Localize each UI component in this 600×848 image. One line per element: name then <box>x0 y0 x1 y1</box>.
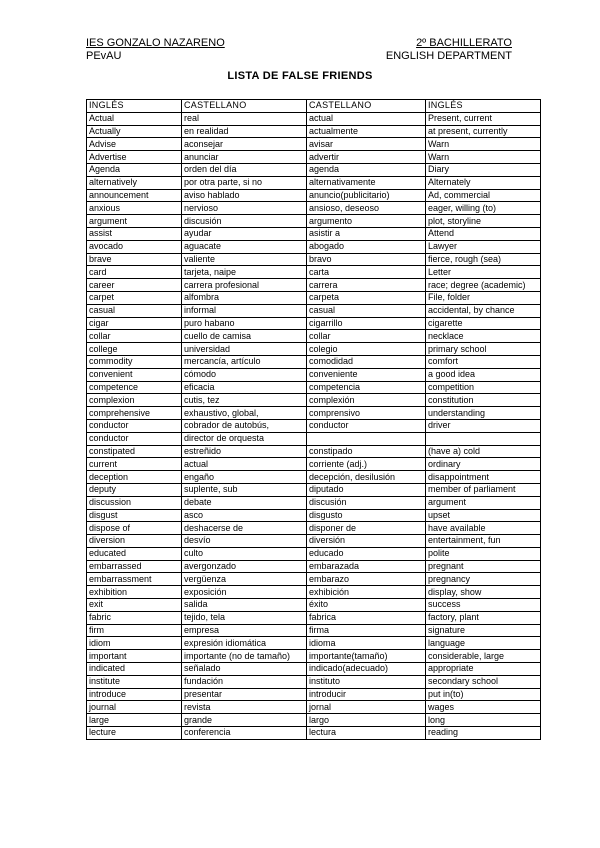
english-word-cell: diversion <box>87 535 182 548</box>
spanish-false-friend-cell: avisar <box>307 138 426 151</box>
english-word-cell: exit <box>87 599 182 612</box>
spanish-false-friend-cell: abogado <box>307 240 426 253</box>
english-equivalent-cell: eager, willing (to) <box>426 202 541 215</box>
english-word-cell: large <box>87 714 182 727</box>
spanish-meaning-cell: presentar <box>182 688 307 701</box>
spanish-meaning-cell: señalado <box>182 663 307 676</box>
english-equivalent-cell: a good idea <box>426 368 541 381</box>
english-equivalent-cell: Lawyer <box>426 240 541 253</box>
spanish-false-friend-cell: anuncio(publicitario) <box>307 189 426 202</box>
table-row <box>87 215 541 228</box>
english-word-cell: constipated <box>87 445 182 458</box>
table-row <box>87 227 541 240</box>
spanish-meaning-cell: empresa <box>182 624 307 637</box>
spanish-meaning-cell: aviso hablado <box>182 189 307 202</box>
table-row <box>87 291 541 304</box>
spanish-meaning-cell: conferencia <box>182 727 307 740</box>
spanish-meaning-cell: en realidad <box>182 125 307 138</box>
spanish-meaning-cell: revista <box>182 701 307 714</box>
spanish-false-friend-cell: alternativamente <box>307 176 426 189</box>
english-equivalent-cell: cigarette <box>426 317 541 330</box>
department-name: ENGLISH DEPARTMENT <box>385 50 512 62</box>
english-equivalent-cell: pregnancy <box>426 573 541 586</box>
english-word-cell: Agenda <box>87 163 182 176</box>
english-word-cell: argument <box>87 215 182 228</box>
table-row <box>87 407 541 420</box>
table-row <box>87 663 541 676</box>
english-word-cell: discussion <box>87 496 182 509</box>
english-equivalent-cell: accidental, by chance <box>426 304 541 317</box>
english-word-cell: idiom <box>87 637 182 650</box>
spanish-meaning-cell: por otra parte, si no <box>182 176 307 189</box>
spanish-false-friend-cell: bravo <box>307 253 426 266</box>
english-word-cell: deception <box>87 471 182 484</box>
english-word-cell: commodity <box>87 355 182 368</box>
english-equivalent-cell: primary school <box>426 343 541 356</box>
table-row <box>87 355 541 368</box>
spanish-false-friend-cell: carrera <box>307 279 426 292</box>
english-word-cell: anxious <box>87 202 182 215</box>
english-equivalent-cell: driver <box>426 419 541 432</box>
column-header: INGLÉS <box>87 100 182 113</box>
table-row <box>87 471 541 484</box>
spanish-false-friend-cell: conveniente <box>307 368 426 381</box>
spanish-meaning-cell: expresión idiomática <box>182 637 307 650</box>
table-row <box>87 138 541 151</box>
spanish-meaning-cell: puro habano <box>182 317 307 330</box>
english-word-cell: comprehensive <box>87 407 182 420</box>
spanish-meaning-cell: suplente, sub <box>182 483 307 496</box>
english-word-cell: career <box>87 279 182 292</box>
spanish-meaning-cell: aguacate <box>182 240 307 253</box>
english-word-cell: Actual <box>87 112 182 125</box>
spanish-meaning-cell: director de orquesta <box>182 432 307 445</box>
english-equivalent-cell: Alternately <box>426 176 541 189</box>
english-word-cell: institute <box>87 675 182 688</box>
english-equivalent-cell: Warn <box>426 138 541 151</box>
english-equivalent-cell: considerable, large <box>426 650 541 663</box>
course-name: 2º BACHILLERATO <box>416 37 512 49</box>
english-equivalent-cell: plot, storyline <box>426 215 541 228</box>
spanish-false-friend-cell: conductor <box>307 419 426 432</box>
table-row <box>87 675 541 688</box>
spanish-false-friend-cell: carta <box>307 266 426 279</box>
english-equivalent-cell: Warn <box>426 151 541 164</box>
exam-name: PEvAU <box>86 50 122 62</box>
spanish-false-friend-cell: instituto <box>307 675 426 688</box>
spanish-meaning-cell: universidad <box>182 343 307 356</box>
english-word-cell: firm <box>87 624 182 637</box>
spanish-meaning-cell: cómodo <box>182 368 307 381</box>
spanish-meaning-cell: avergonzado <box>182 560 307 573</box>
english-word-cell: brave <box>87 253 182 266</box>
english-equivalent-cell: have available <box>426 522 541 535</box>
english-equivalent-cell: Letter <box>426 266 541 279</box>
english-word-cell: collar <box>87 330 182 343</box>
english-word-cell: avocado <box>87 240 182 253</box>
english-equivalent-cell <box>426 432 541 445</box>
spanish-meaning-cell: importante (no de tamaño) <box>182 650 307 663</box>
spanish-false-friend-cell: actualmente <box>307 125 426 138</box>
english-word-cell: Advertise <box>87 151 182 164</box>
table-row <box>87 240 541 253</box>
table-row <box>87 445 541 458</box>
table-row <box>87 189 541 202</box>
english-equivalent-cell: race; degree (academic) <box>426 279 541 292</box>
spanish-meaning-cell: anunciar <box>182 151 307 164</box>
spanish-meaning-cell: tarjeta, naipe <box>182 266 307 279</box>
english-equivalent-cell: necklace <box>426 330 541 343</box>
english-word-cell: alternatively <box>87 176 182 189</box>
table-row <box>87 509 541 522</box>
spanish-false-friend-cell: introducir <box>307 688 426 701</box>
table-row <box>87 496 541 509</box>
english-equivalent-cell: Present, current <box>426 112 541 125</box>
spanish-false-friend-cell: indicado(adecuado) <box>307 663 426 676</box>
english-word-cell: embarrassment <box>87 573 182 586</box>
spanish-meaning-cell: estreñido <box>182 445 307 458</box>
table-row <box>87 419 541 432</box>
english-word-cell: announcement <box>87 189 182 202</box>
page-title: LISTA DE FALSE FRIENDS <box>227 70 373 82</box>
spanish-meaning-cell: grande <box>182 714 307 727</box>
spanish-meaning-cell: carrera profesional <box>182 279 307 292</box>
spanish-false-friend-cell: firma <box>307 624 426 637</box>
spanish-false-friend-cell: diputado <box>307 483 426 496</box>
english-word-cell: conductor <box>87 432 182 445</box>
english-equivalent-cell: factory, plant <box>426 611 541 624</box>
english-equivalent-cell: put in(to) <box>426 688 541 701</box>
table-row <box>87 458 541 471</box>
english-equivalent-cell: polite <box>426 547 541 560</box>
english-equivalent-cell: File, folder <box>426 291 541 304</box>
spanish-meaning-cell: aconsejar <box>182 138 307 151</box>
spanish-false-friend-cell: idioma <box>307 637 426 650</box>
english-equivalent-cell: upset <box>426 509 541 522</box>
english-equivalent-cell: Ad, commercial <box>426 189 541 202</box>
table-row <box>87 637 541 650</box>
english-equivalent-cell: secondary school <box>426 675 541 688</box>
spanish-false-friend-cell: carpeta <box>307 291 426 304</box>
table-row <box>87 125 541 138</box>
english-equivalent-cell: Attend <box>426 227 541 240</box>
spanish-false-friend-cell: ansioso, deseoso <box>307 202 426 215</box>
spanish-false-friend-cell: argumento <box>307 215 426 228</box>
english-equivalent-cell: (have a) cold <box>426 445 541 458</box>
spanish-false-friend-cell: largo <box>307 714 426 727</box>
english-word-cell: deputy <box>87 483 182 496</box>
english-equivalent-cell: disappointment <box>426 471 541 484</box>
spanish-meaning-cell: cobrador de autobús, <box>182 419 307 432</box>
spanish-false-friend-cell: disgusto <box>307 509 426 522</box>
english-word-cell: college <box>87 343 182 356</box>
spanish-false-friend-cell: éxito <box>307 599 426 612</box>
english-equivalent-cell: member of parliament <box>426 483 541 496</box>
spanish-false-friend-cell: comodidad <box>307 355 426 368</box>
table-row <box>87 624 541 637</box>
table-row <box>87 573 541 586</box>
english-word-cell: indicated <box>87 663 182 676</box>
spanish-meaning-cell: tejido, tela <box>182 611 307 624</box>
english-word-cell: convenient <box>87 368 182 381</box>
spanish-false-friend-cell: agenda <box>307 163 426 176</box>
table-row <box>87 560 541 573</box>
english-equivalent-cell: signature <box>426 624 541 637</box>
column-header: INGLÉS <box>426 100 541 113</box>
spanish-meaning-cell: engaño <box>182 471 307 484</box>
spanish-meaning-cell: real <box>182 112 307 125</box>
spanish-meaning-cell: vergüenza <box>182 573 307 586</box>
spanish-false-friend-cell: comprensivo <box>307 407 426 420</box>
table-header-row <box>87 100 541 113</box>
spanish-meaning-cell: discusión <box>182 215 307 228</box>
spanish-false-friend-cell: advertir <box>307 151 426 164</box>
spanish-false-friend-cell: cigarrillo <box>307 317 426 330</box>
spanish-false-friend-cell: casual <box>307 304 426 317</box>
table-row <box>87 266 541 279</box>
table-row <box>87 611 541 624</box>
spanish-false-friend-cell: asistir a <box>307 227 426 240</box>
english-equivalent-cell: at present, currently <box>426 125 541 138</box>
spanish-meaning-cell: mercancía, artículo <box>182 355 307 368</box>
table-row <box>87 547 541 560</box>
table-row <box>87 586 541 599</box>
english-word-cell: fabric <box>87 611 182 624</box>
table-row <box>87 599 541 612</box>
spanish-false-friend-cell: fabrica <box>307 611 426 624</box>
table-row <box>87 522 541 535</box>
english-equivalent-cell: entertainment, fun <box>426 535 541 548</box>
spanish-meaning-cell: salida <box>182 599 307 612</box>
spanish-meaning-cell: valiente <box>182 253 307 266</box>
spanish-meaning-cell: cutis, tez <box>182 394 307 407</box>
column-header: CASTELLANO <box>182 100 307 113</box>
english-equivalent-cell: fierce, rough (sea) <box>426 253 541 266</box>
spanish-meaning-cell: exposición <box>182 586 307 599</box>
english-word-cell: lecture <box>87 727 182 740</box>
spanish-false-friend-cell: importante(tamaño) <box>307 650 426 663</box>
table-row <box>87 304 541 317</box>
table-row <box>87 381 541 394</box>
english-word-cell: embarrassed <box>87 560 182 573</box>
table-row <box>87 253 541 266</box>
table-body <box>87 100 541 740</box>
spanish-false-friend-cell: colegio <box>307 343 426 356</box>
spanish-meaning-cell: asco <box>182 509 307 522</box>
english-word-cell: cigar <box>87 317 182 330</box>
english-word-cell: important <box>87 650 182 663</box>
english-word-cell: carpet <box>87 291 182 304</box>
spanish-meaning-cell: debate <box>182 496 307 509</box>
spanish-meaning-cell: desvío <box>182 535 307 548</box>
spanish-false-friend-cell: decepción, desilusión <box>307 471 426 484</box>
english-equivalent-cell: long <box>426 714 541 727</box>
table-row <box>87 163 541 176</box>
english-equivalent-cell: pregnant <box>426 560 541 573</box>
table-row <box>87 202 541 215</box>
spanish-false-friend-cell <box>307 432 426 445</box>
table-row <box>87 650 541 663</box>
spanish-meaning-cell: alfombra <box>182 291 307 304</box>
english-equivalent-cell: constitution <box>426 394 541 407</box>
spanish-meaning-cell: orden del día <box>182 163 307 176</box>
english-equivalent-cell: appropriate <box>426 663 541 676</box>
table-row <box>87 112 541 125</box>
english-equivalent-cell: competition <box>426 381 541 394</box>
english-equivalent-cell: understanding <box>426 407 541 420</box>
spanish-meaning-cell: ayudar <box>182 227 307 240</box>
table-row <box>87 714 541 727</box>
english-word-cell: current <box>87 458 182 471</box>
spanish-meaning-cell: cuello de camisa <box>182 330 307 343</box>
spanish-false-friend-cell: discusión <box>307 496 426 509</box>
english-equivalent-cell: display, show <box>426 586 541 599</box>
english-word-cell: Advise <box>87 138 182 151</box>
spanish-false-friend-cell: collar <box>307 330 426 343</box>
english-word-cell: card <box>87 266 182 279</box>
false-friends-table <box>86 99 541 740</box>
english-word-cell: introduce <box>87 688 182 701</box>
spanish-meaning-cell: exhaustivo, global, <box>182 407 307 420</box>
english-equivalent-cell: success <box>426 599 541 612</box>
english-equivalent-cell: Diary <box>426 163 541 176</box>
spanish-false-friend-cell: actual <box>307 112 426 125</box>
english-word-cell: exhibition <box>87 586 182 599</box>
table-row <box>87 394 541 407</box>
english-word-cell: educated <box>87 547 182 560</box>
table-row <box>87 483 541 496</box>
spanish-meaning-cell: actual <box>182 458 307 471</box>
english-word-cell: competence <box>87 381 182 394</box>
english-word-cell: Actually <box>87 125 182 138</box>
english-equivalent-cell: wages <box>426 701 541 714</box>
spanish-false-friend-cell: competencia <box>307 381 426 394</box>
spanish-meaning-cell: eficacia <box>182 381 307 394</box>
spanish-false-friend-cell: jornal <box>307 701 426 714</box>
school-name: IES GONZALO NAZARENO <box>86 37 225 49</box>
spanish-false-friend-cell: exhibición <box>307 586 426 599</box>
english-word-cell: assist <box>87 227 182 240</box>
english-equivalent-cell: ordinary <box>426 458 541 471</box>
table-row <box>87 535 541 548</box>
english-equivalent-cell: argument <box>426 496 541 509</box>
english-equivalent-cell: reading <box>426 727 541 740</box>
spanish-meaning-cell: nervioso <box>182 202 307 215</box>
table-row <box>87 279 541 292</box>
spanish-false-friend-cell: complexión <box>307 394 426 407</box>
spanish-false-friend-cell: disponer de <box>307 522 426 535</box>
spanish-meaning-cell: informal <box>182 304 307 317</box>
spanish-false-friend-cell: embarazada <box>307 560 426 573</box>
english-equivalent-cell: comfort <box>426 355 541 368</box>
table-row <box>87 727 541 740</box>
english-equivalent-cell: language <box>426 637 541 650</box>
table-row <box>87 688 541 701</box>
spanish-false-friend-cell: constipado <box>307 445 426 458</box>
english-word-cell: dispose of <box>87 522 182 535</box>
table-row <box>87 343 541 356</box>
english-word-cell: disgust <box>87 509 182 522</box>
spanish-false-friend-cell: corriente (adj.) <box>307 458 426 471</box>
english-word-cell: conductor <box>87 419 182 432</box>
table-row <box>87 368 541 381</box>
spanish-meaning-cell: fundación <box>182 675 307 688</box>
table-row <box>87 432 541 445</box>
table-row <box>87 151 541 164</box>
english-word-cell: complexion <box>87 394 182 407</box>
spanish-false-friend-cell: diversión <box>307 535 426 548</box>
spanish-false-friend-cell: educado <box>307 547 426 560</box>
spanish-false-friend-cell: embarazo <box>307 573 426 586</box>
table-row <box>87 176 541 189</box>
english-word-cell: casual <box>87 304 182 317</box>
english-word-cell: journal <box>87 701 182 714</box>
spanish-meaning-cell: deshacerse de <box>182 522 307 535</box>
column-header: CASTELLANO <box>307 100 426 113</box>
spanish-meaning-cell: culto <box>182 547 307 560</box>
table-row <box>87 317 541 330</box>
table-row <box>87 330 541 343</box>
table-row <box>87 701 541 714</box>
spanish-false-friend-cell: lectura <box>307 727 426 740</box>
